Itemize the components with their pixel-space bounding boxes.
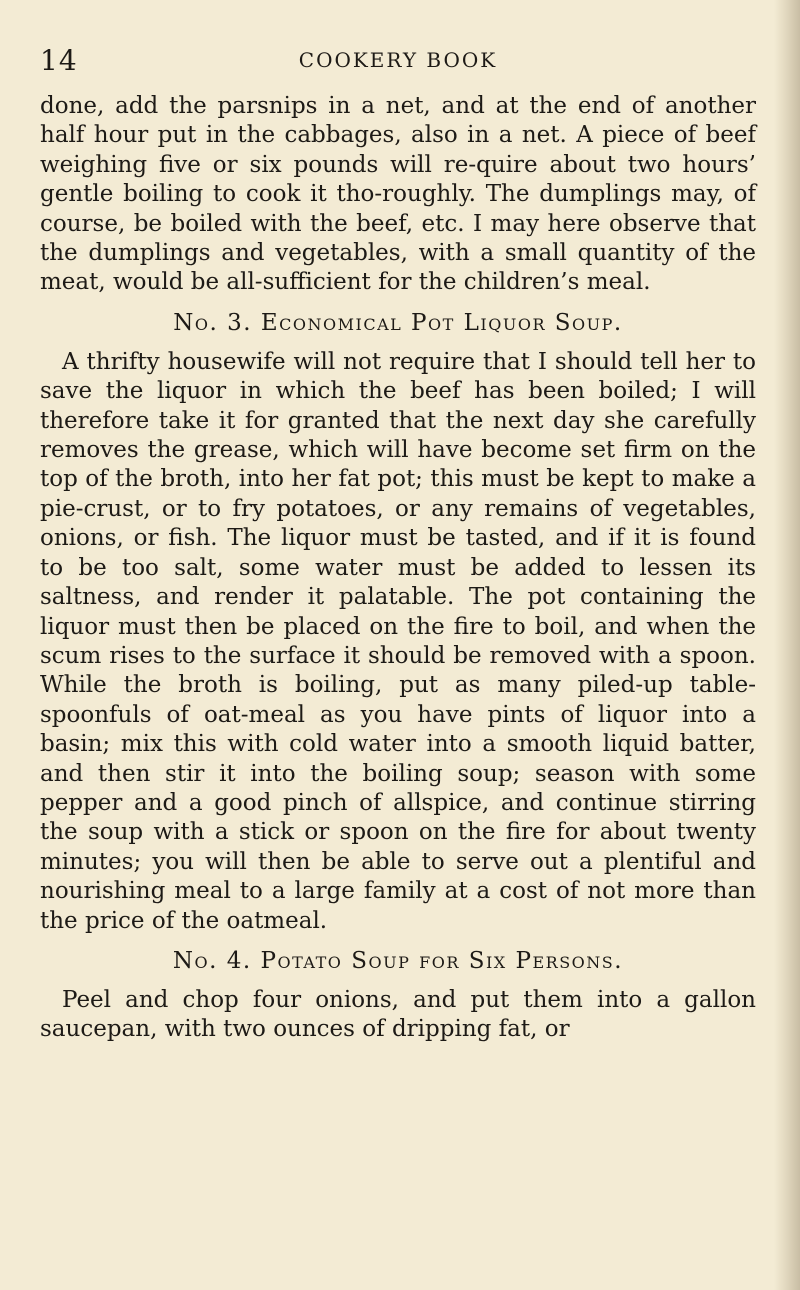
recipe-heading-pot-liquor-soup: No. 3. Economical Pot Liquor Soup. xyxy=(173,309,623,336)
recipe-heading-potato-soup: No. 4. Potato Soup for Six Persons. xyxy=(172,947,624,974)
running-title: COOKERY BOOK xyxy=(298,48,498,72)
continued-paragraph: done, add the parsnips in a net, and at the end of another half hour put in the cabbages, also in a net. A piece of beef weighing five or six pounds will re-quire about two hours’ gentle boiling to cook it tho-roughly. The dumplings may, of course, be boiled with the beef, etc. I may here observe that the dumplings and vegetables, with a small quantity of the meat, would be all-sufficient for the children’s meal. xyxy=(40,93,756,296)
recipe-body-potato-soup: Peel and chop four onions, and put them into a gallon saucepan, with two ounces of dripping fat, or xyxy=(40,986,756,1043)
page-edge-shadow xyxy=(774,0,800,1290)
recipe-body-pot-liquor-soup: A thrifty housewife will not require that I should tell her to save the liquor in which the beef has been boiled; I will therefore take it for granted that the next day she carefully removes the grease, which will have become set firm on the top of the broth, into her fat pot; this must be kept to make a pie-crust, or to fry potatoes, or any remains of vegetables, onions, or fish. The liquor must be tasted, and if it is found to be too salt, some water must be added to lessen its saltness, and render it palatable. The pot containing the liquor must then be placed on the fire to boil, and when the scum rises to the surface it should be removed with a spoon. While the broth is boiling, put as many piled-up table-spoonfuls of oat-meal as you have pints of liquor into a basin; mix this with cold water into a smooth liquid batter, and then stir it into the boiling soup; season with some pepper and a good pinch of allspice, and continue stirring the soup with a stick or spoon on the fire for about twenty minutes; you will then be able to serve out a plentiful and nourishing meal to a large family at a cost of not more than the price of the oatmeal. xyxy=(40,348,756,934)
page-number: 14 xyxy=(40,44,78,77)
page-body xyxy=(40,92,756,1045)
page-header xyxy=(40,44,756,84)
